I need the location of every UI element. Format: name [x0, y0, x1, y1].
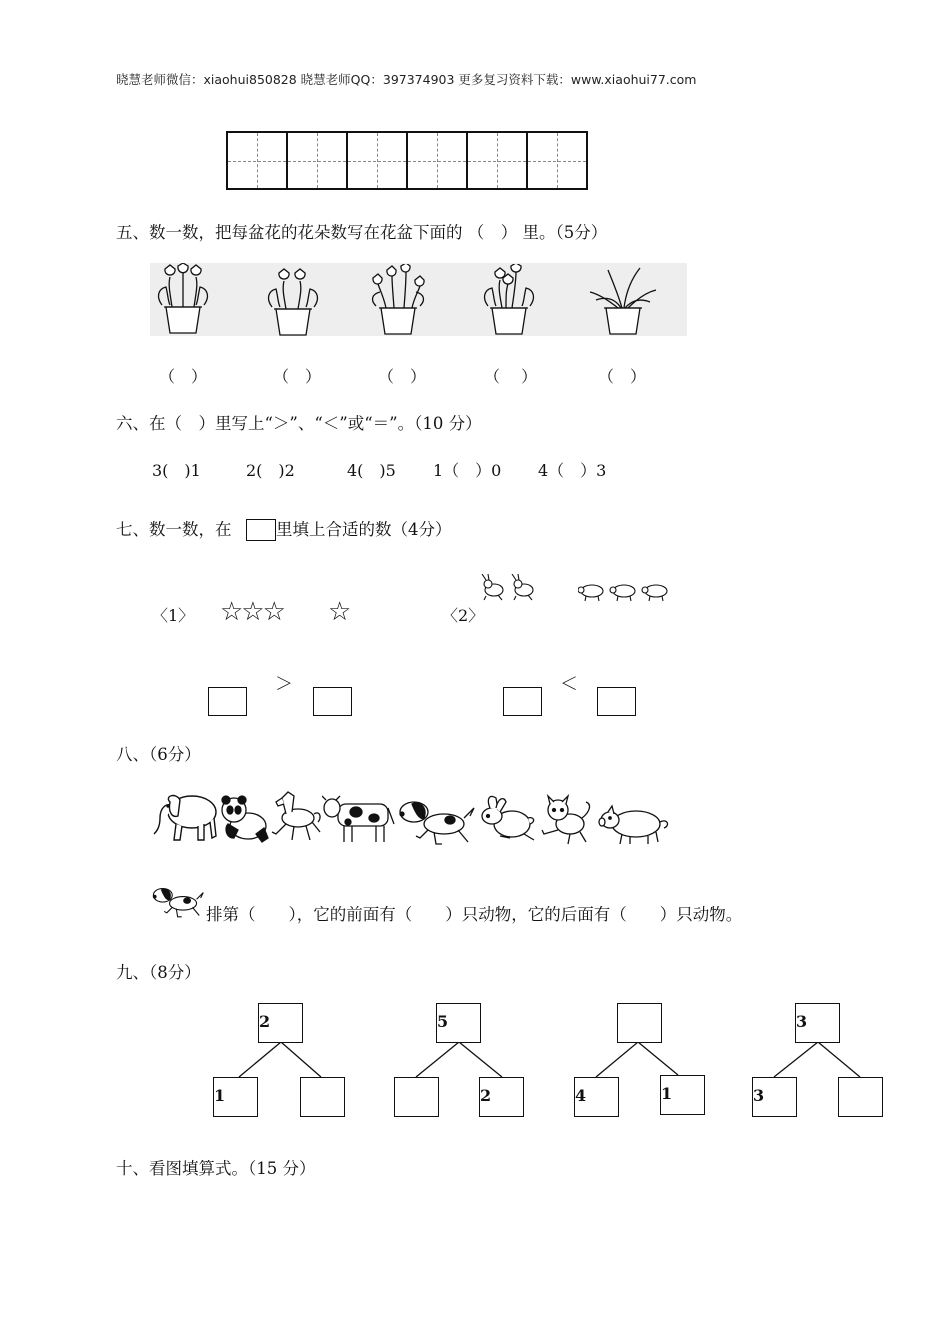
answer-box[interactable] [313, 687, 352, 716]
q10-title: 十、看图填算式。（15 分） [116, 1159, 316, 1178]
q6-item[interactable]: 4（ ）3 [538, 461, 607, 480]
bond-right-box[interactable] [838, 1077, 883, 1117]
bond-number: 1 [661, 1084, 673, 1103]
cow-icon [322, 794, 398, 846]
bond-right-box[interactable] [479, 1077, 524, 1117]
q5-answer-blank[interactable]: （ ） [598, 367, 647, 386]
grid-cell[interactable] [346, 133, 406, 188]
flower-pot-icon [366, 264, 430, 336]
q7-part1-label: 〈1〉 [152, 606, 195, 625]
bond-left-box[interactable] [574, 1077, 619, 1117]
q5-answer-blank[interactable]: （ ） [159, 367, 208, 386]
stars-group: ☆☆☆ [220, 597, 284, 627]
bond-number: 3 [753, 1086, 765, 1105]
bond-left-box[interactable] [213, 1077, 258, 1117]
bond-top-box[interactable] [795, 1003, 840, 1043]
q6-item[interactable]: 3( )1 [152, 461, 201, 480]
plant-pot-icon [588, 266, 658, 336]
q7-title-part2: 里填上合适的数（4分） [276, 520, 452, 539]
number-bond-tree [752, 1003, 887, 1115]
bond-right-box[interactable] [660, 1075, 705, 1115]
panda-icon [218, 794, 270, 844]
page-header: 晓慧老师微信：xiaohui850828 晓慧老师QQ：397374903 更多复习资料下载：www.xiaohui77.com [116, 72, 697, 87]
flower-pot-icon [478, 264, 540, 336]
grid-cell[interactable] [286, 133, 346, 188]
bond-number: 1 [214, 1086, 226, 1105]
bond-number: 2 [259, 1012, 271, 1031]
elephant-icon [152, 788, 220, 844]
flower-pot-icon [152, 263, 214, 335]
bond-right-box[interactable] [300, 1077, 345, 1117]
bond-left-box[interactable] [752, 1077, 797, 1117]
bond-top-box[interactable] [258, 1003, 303, 1043]
horse-icon [266, 788, 324, 844]
writing-grid [226, 131, 588, 190]
q8-title: 八、（6分） [116, 745, 201, 764]
inline-box-icon [246, 519, 276, 541]
q7-part2-label: 〈2〉 [442, 606, 485, 625]
bond-number: 2 [480, 1086, 492, 1105]
grid-cell[interactable] [406, 133, 466, 188]
q5-answer-blank[interactable]: （ ） [378, 367, 427, 386]
grid-cell[interactable] [526, 133, 586, 188]
number-bond-tree [394, 1003, 529, 1115]
rabbit-icon [480, 794, 536, 844]
answer-box[interactable] [208, 687, 247, 716]
pig-icon [598, 804, 672, 846]
less-than-sign: ＜ [560, 674, 578, 695]
greater-than-sign: ＞ [275, 674, 293, 695]
star-single: ☆ [328, 597, 352, 627]
number-bond-tree [213, 1003, 348, 1115]
number-bond-tree [574, 1003, 709, 1115]
q8-sentence: 排第（ ），它的前面有（ ）只动物，它的后面有（ ）只动物。 [206, 905, 743, 924]
dog-icon [152, 884, 206, 920]
answer-box[interactable] [597, 687, 636, 716]
bond-number: 4 [575, 1086, 587, 1105]
q6-title: 六、在（ ）里写上“＞”、“＜”或“＝”。（10 分） [116, 414, 482, 433]
grid-cell[interactable] [228, 133, 286, 188]
q5-title: 五、数一数，把每盆花的花朵数写在花盆下面的 （ ） 里。（5分） [116, 223, 608, 242]
q9-title: 九、（8分） [116, 963, 201, 982]
bond-number: 5 [437, 1012, 449, 1031]
cat-icon [540, 794, 592, 846]
bond-top-box[interactable] [436, 1003, 481, 1043]
dog-icon [398, 796, 478, 848]
rabbits-icon [480, 574, 542, 602]
bond-top-box[interactable] [617, 1003, 662, 1043]
q6-item[interactable]: 4( )5 [347, 461, 396, 480]
grid-cell[interactable] [466, 133, 526, 188]
pigs-icon [578, 580, 674, 602]
bond-left-box[interactable] [394, 1077, 439, 1117]
answer-box[interactable] [503, 687, 542, 716]
flower-pot-icon [262, 265, 324, 337]
bond-number: 3 [796, 1012, 808, 1031]
q5-answer-blank[interactable]: （ ） [484, 367, 538, 386]
q5-answer-blank[interactable]: （ ） [273, 367, 322, 386]
q6-item[interactable]: 2( )2 [246, 461, 295, 480]
q7-title-part1: 七、数一数，在 [116, 520, 232, 539]
q6-item[interactable]: 1（ ）0 [433, 461, 502, 480]
